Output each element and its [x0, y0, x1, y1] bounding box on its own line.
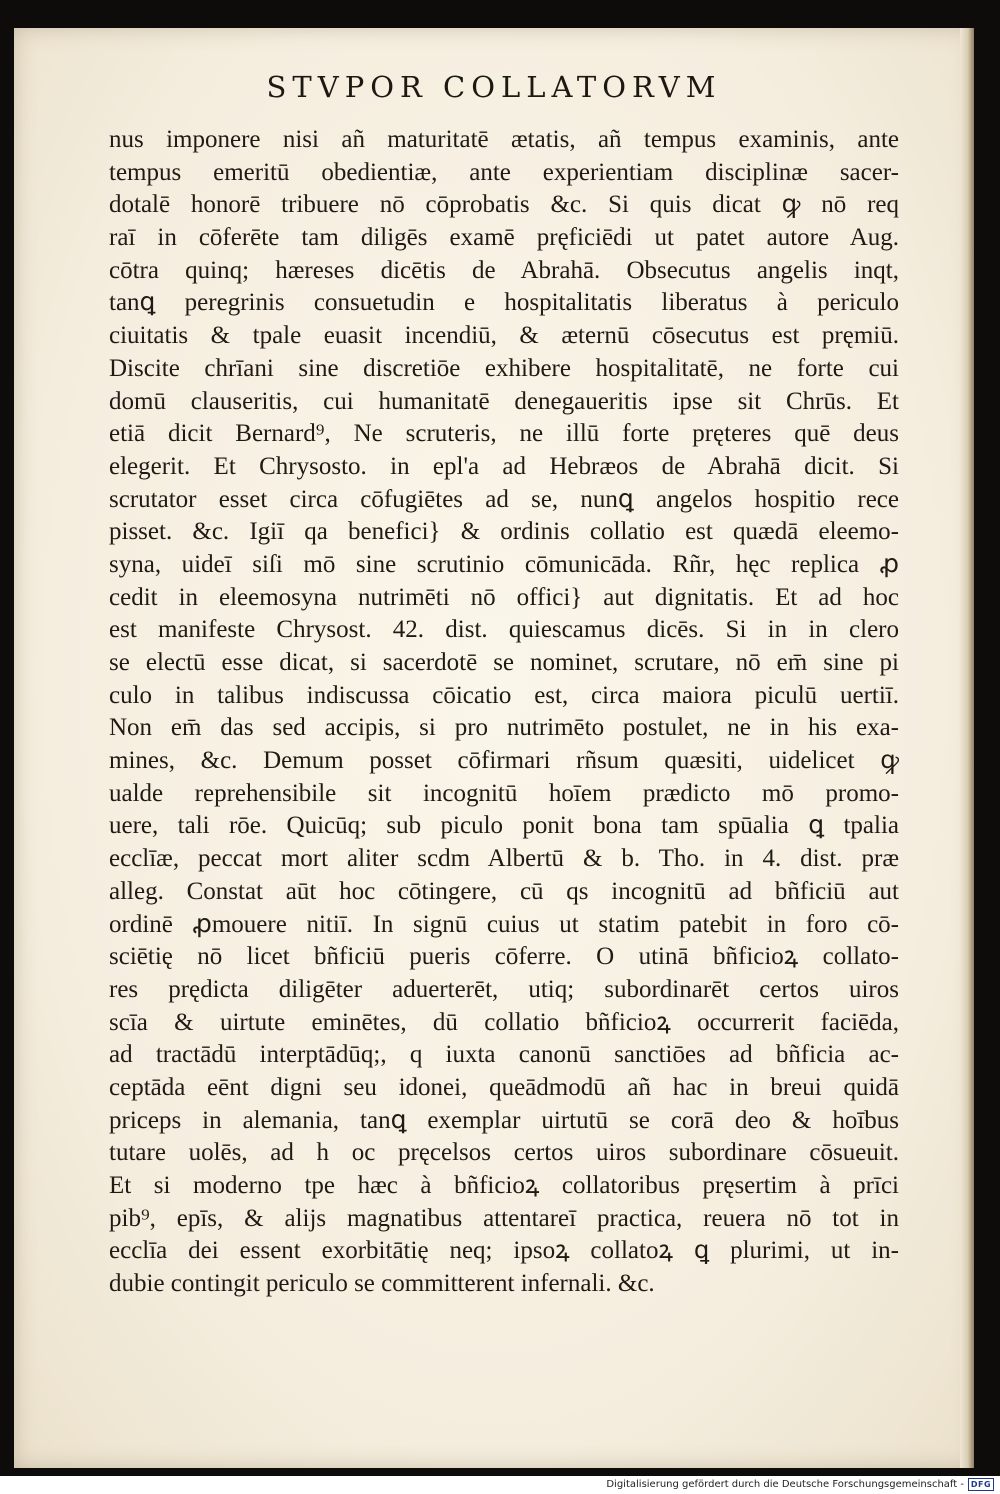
text-line: pib⁹, epīs, & alijs magnatibus attentareī practica, reuera nō tot in: [109, 1204, 899, 1232]
text-line: culo in talibus indiscussa cōicatio est, circa maiora piculū uertiī.: [109, 681, 899, 709]
text-line: etiā dicit Bernard⁹, Ne scruteris, ne illū forte pręteres quē deus: [109, 420, 899, 448]
text-line: ad tractādū interptādūq;, q iuxta canonū sanctiōes ad bñficia ac-: [109, 1041, 899, 1069]
text-line: pisset. &c. Igiī qa benefici} & ordinis collatio est quædā eleemo-: [109, 518, 899, 546]
text-line: domū clauseritis, cui humanitatē denegaueritis ipse sit Chrūs. Et: [109, 387, 899, 415]
text-line: tutare uolēs, ad h oc pręcelsos certos uiros subordinare cōsueuit.: [109, 1139, 899, 1167]
text-line: ciuitatis & tpale euasit incendiū, & æternū cōsecutus est pręmiū.: [109, 322, 899, 350]
page-edge: [960, 28, 974, 1468]
text-line: res prędicta diligēter aduerterēt, utiq; subordinarēt certos uiros: [109, 975, 899, 1003]
text-line: uere, tali rōe. Quicūq; sub piculo ponit bona tam spūalia ꝗ tpalia: [109, 812, 899, 840]
text-line: priceps in alemania, tanꝗ exemplar uirtutū se corā deo & hoībus: [109, 1106, 899, 1134]
text-line: ceptāda eēnt digni seu idonei, queādmodū añ hac in breui quidā: [109, 1073, 899, 1101]
text-line: elegerit. Et Chrysosto. in epl'a ad Hebræos de Abrahā dicit. Si: [109, 452, 899, 480]
text-line: syna, uideī siſi mō sine scrutinio cōmunicāda. Rñr, hęc replica ꝓ: [109, 550, 899, 578]
text-line: est manifeste Chrysost. 42. dist. quiescamus dicēs. Si in in clero: [109, 616, 899, 644]
dfg-logo-icon: DFG: [968, 1478, 994, 1491]
text-line: raī in cōferēte tam diligēs examē pręficiēdi ut patet autore Aug.: [109, 224, 899, 252]
text-line: sciētię nō licet bñficiū pueris cōferre. O utinā bñficioꝝ collato-: [109, 943, 899, 971]
funding-credit: Digitalisierung gefördert durch die Deutsche Forschungsgemeinschaft -: [606, 1479, 964, 1490]
text-line: cōtra quinq; hæreses dicētis de Abrahā. Obsecutus angelis inqt,: [109, 256, 899, 284]
running-head: STVPOR COLLATORVM: [266, 70, 722, 104]
text-line: ecclīæ, peccat mort aliter scdm Albertū & b. Tho. in 4. dist. præ: [109, 845, 899, 873]
text-line: scīa & uirtute eminētes, dū collatio bñficioꝝ occurrerit faciēda,: [109, 1008, 899, 1036]
text-line: dubie contingit periculo se committerent infernali. &c.: [109, 1270, 655, 1298]
text-line: se electū esse dicat, si sacerdotē se nominet, scrutare, nō em̄ sine pi: [109, 649, 899, 676]
text-line: tempus emeritū obedientiæ, ante experientiam disciplinæ sacer-: [109, 158, 899, 186]
digitization-footer: [0, 1476, 1000, 1494]
text-line: mines, &c. Demum posset cōfirmari rñsum quæsiti, uidelicet ꝙ: [109, 747, 899, 775]
text-line: nus imponere nisi añ maturitatē ætatis, añ tempus examinis, ante: [109, 126, 899, 153]
body-text: [109, 124, 899, 1301]
text-line: Discite chrīani sine discretiōe exhibere hospitalitatē, ne forte cui: [109, 354, 899, 382]
text-line: ualde reprehensibile sit incognitū hoīem prædicto mō promo-: [109, 779, 899, 807]
book-page: [14, 28, 974, 1468]
text-line: alleg. Constat aūt hoc cōtingere, cū qs incognitū ad bñficiū aut: [109, 877, 899, 905]
text-line: Non em̄ das sed accipis, si pro nutrimēto postulet, ne in his exa-: [109, 714, 899, 742]
text-line: ordinē ꝓmouere nitiī. In signū cuius ut statim patebit in foro cō-: [109, 910, 899, 938]
text-line: dotalē honorē tribuere nō cōprobatis &c. Si quis dicat ꝙ nō req: [109, 191, 899, 219]
text-line: scrutator esset circa cōfugiētes ad se, nunꝗ angelos hospitio rece: [109, 485, 899, 513]
text-line: cedit in eleemosyna nutrimēti nō offici} aut dignitatis. Et ad hoc: [109, 583, 899, 611]
text-line: ecclīa dei essent exorbitātię neq; ipsoꝝ collatoꝝ ꝗ plurimi, ut in-: [109, 1237, 899, 1265]
text-line: tanꝗ peregrinis consuetudin e hospitalitatis liberatus à periculo: [109, 289, 899, 317]
text-line: Et si moderno tpe hæc à bñficioꝝ collatoribus pręsertim à prīci: [109, 1172, 899, 1199]
